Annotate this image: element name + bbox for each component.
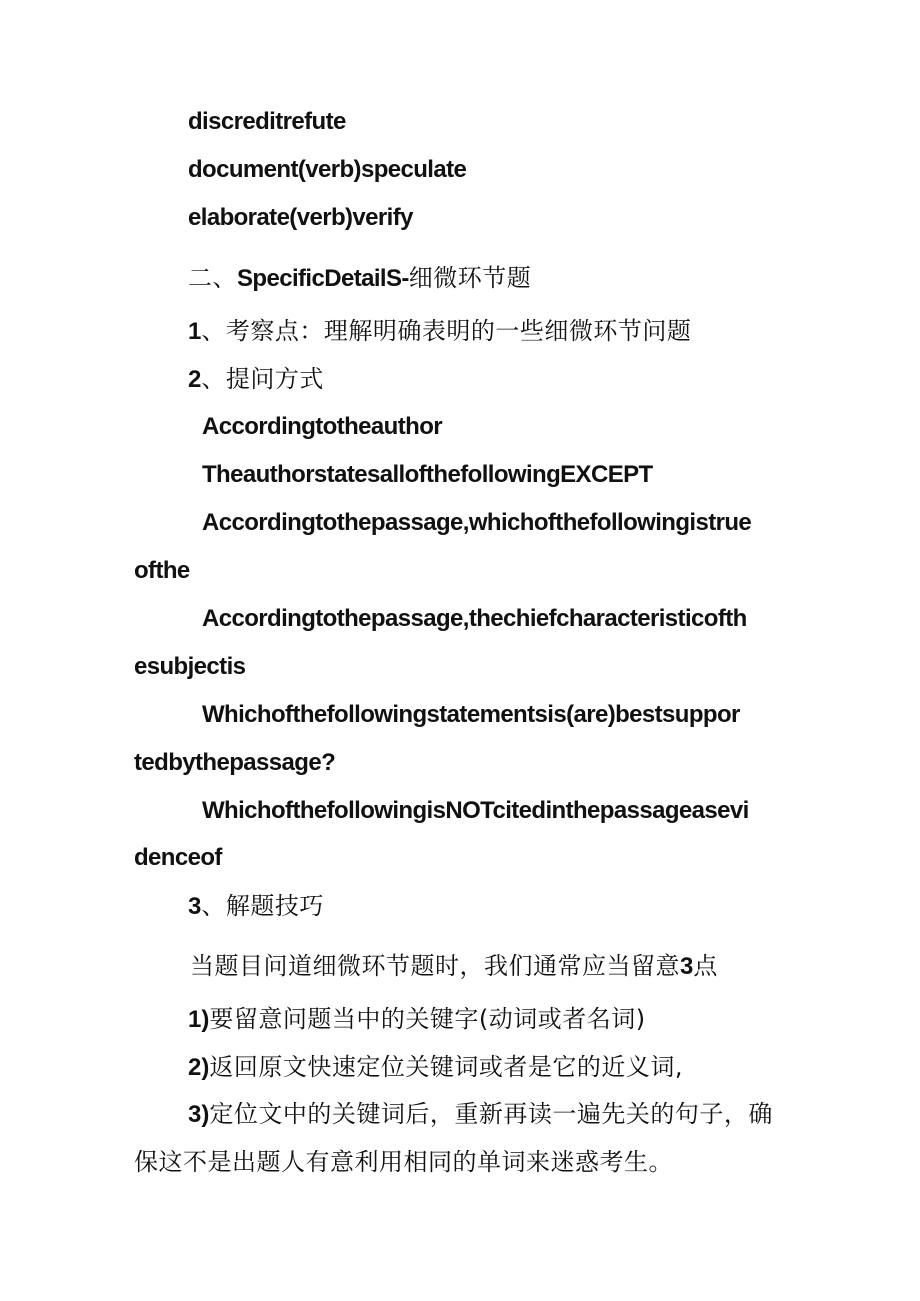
tip-1-number: 1) bbox=[188, 1006, 210, 1033]
tip-2-text: 返回原文快速定位关键词或者是它的近义词, bbox=[209, 1053, 683, 1081]
tip-3-number: 3) bbox=[188, 1101, 210, 1128]
point-3-text: 、解题技巧 bbox=[201, 892, 324, 920]
question-line-4: Accordingtothepassage,thechiefcharacteristicofth bbox=[202, 605, 747, 632]
point-1-number: 1 bbox=[188, 318, 202, 345]
point-2-text: 、提问方式 bbox=[201, 365, 324, 393]
question-line-6-wrap: denceof bbox=[134, 844, 222, 871]
point-3 bbox=[188, 891, 324, 922]
question-line-1: Accordingtotheauthor bbox=[202, 413, 442, 440]
tip-3-continuation: 保这不是出题人有意利用相同的单词来迷惑考生。 bbox=[134, 1148, 673, 1176]
vocab-line-2: document(verb)speculate bbox=[188, 156, 467, 183]
tip-1 bbox=[188, 1004, 646, 1035]
question-line-6: WhichofthefollowingisNOTcitedinthepassageasevi bbox=[202, 797, 749, 824]
question-line-5: Whichofthefollowingstatementsis(are)bestsuppor bbox=[202, 701, 740, 728]
point-2-number: 2 bbox=[188, 366, 202, 393]
tip-2-number: 2) bbox=[188, 1054, 210, 1081]
vocab-line-3: elaborate(verb)verify bbox=[188, 204, 413, 231]
point-3-number: 3 bbox=[188, 893, 202, 920]
question-line-2: TheauthorstatesallofthefollowingEXCEPT bbox=[202, 461, 653, 488]
tip-1-text: 要留意问题当中的关键字(动词或者名词) bbox=[209, 1005, 646, 1033]
tip-3 bbox=[188, 1099, 773, 1130]
intro-suffix: 点 bbox=[693, 952, 718, 980]
point-1 bbox=[188, 316, 691, 347]
point-1-text: 、考察点：理解明确表明的一些细微环节问题 bbox=[201, 317, 692, 345]
question-line-5-wrap: tedbythepassage? bbox=[134, 749, 336, 776]
vocab-line-1: discreditrefute bbox=[188, 108, 346, 135]
intro-paragraph bbox=[190, 951, 718, 982]
question-line-3-wrap: ofthe bbox=[134, 557, 190, 584]
tip-3-text: 定位文中的关键词后，重新再读一遍先关的句子，确 bbox=[209, 1100, 773, 1128]
question-line-3: Accordingtothepassage,whichofthefollowingistrue bbox=[202, 509, 752, 536]
intro-number: 3 bbox=[680, 953, 694, 980]
tip-2 bbox=[188, 1052, 683, 1083]
section-prefix: 二、 bbox=[188, 264, 237, 292]
section-title-en: SpecificDetailS- bbox=[237, 265, 409, 292]
intro-text: 当题目问道细微环节题时，我们通常应当留意 bbox=[190, 952, 680, 980]
section-title-cn: 细微环节题 bbox=[408, 264, 532, 292]
section-heading bbox=[188, 263, 531, 294]
point-2 bbox=[188, 364, 324, 395]
question-line-4-wrap: esubjectis bbox=[134, 653, 246, 680]
